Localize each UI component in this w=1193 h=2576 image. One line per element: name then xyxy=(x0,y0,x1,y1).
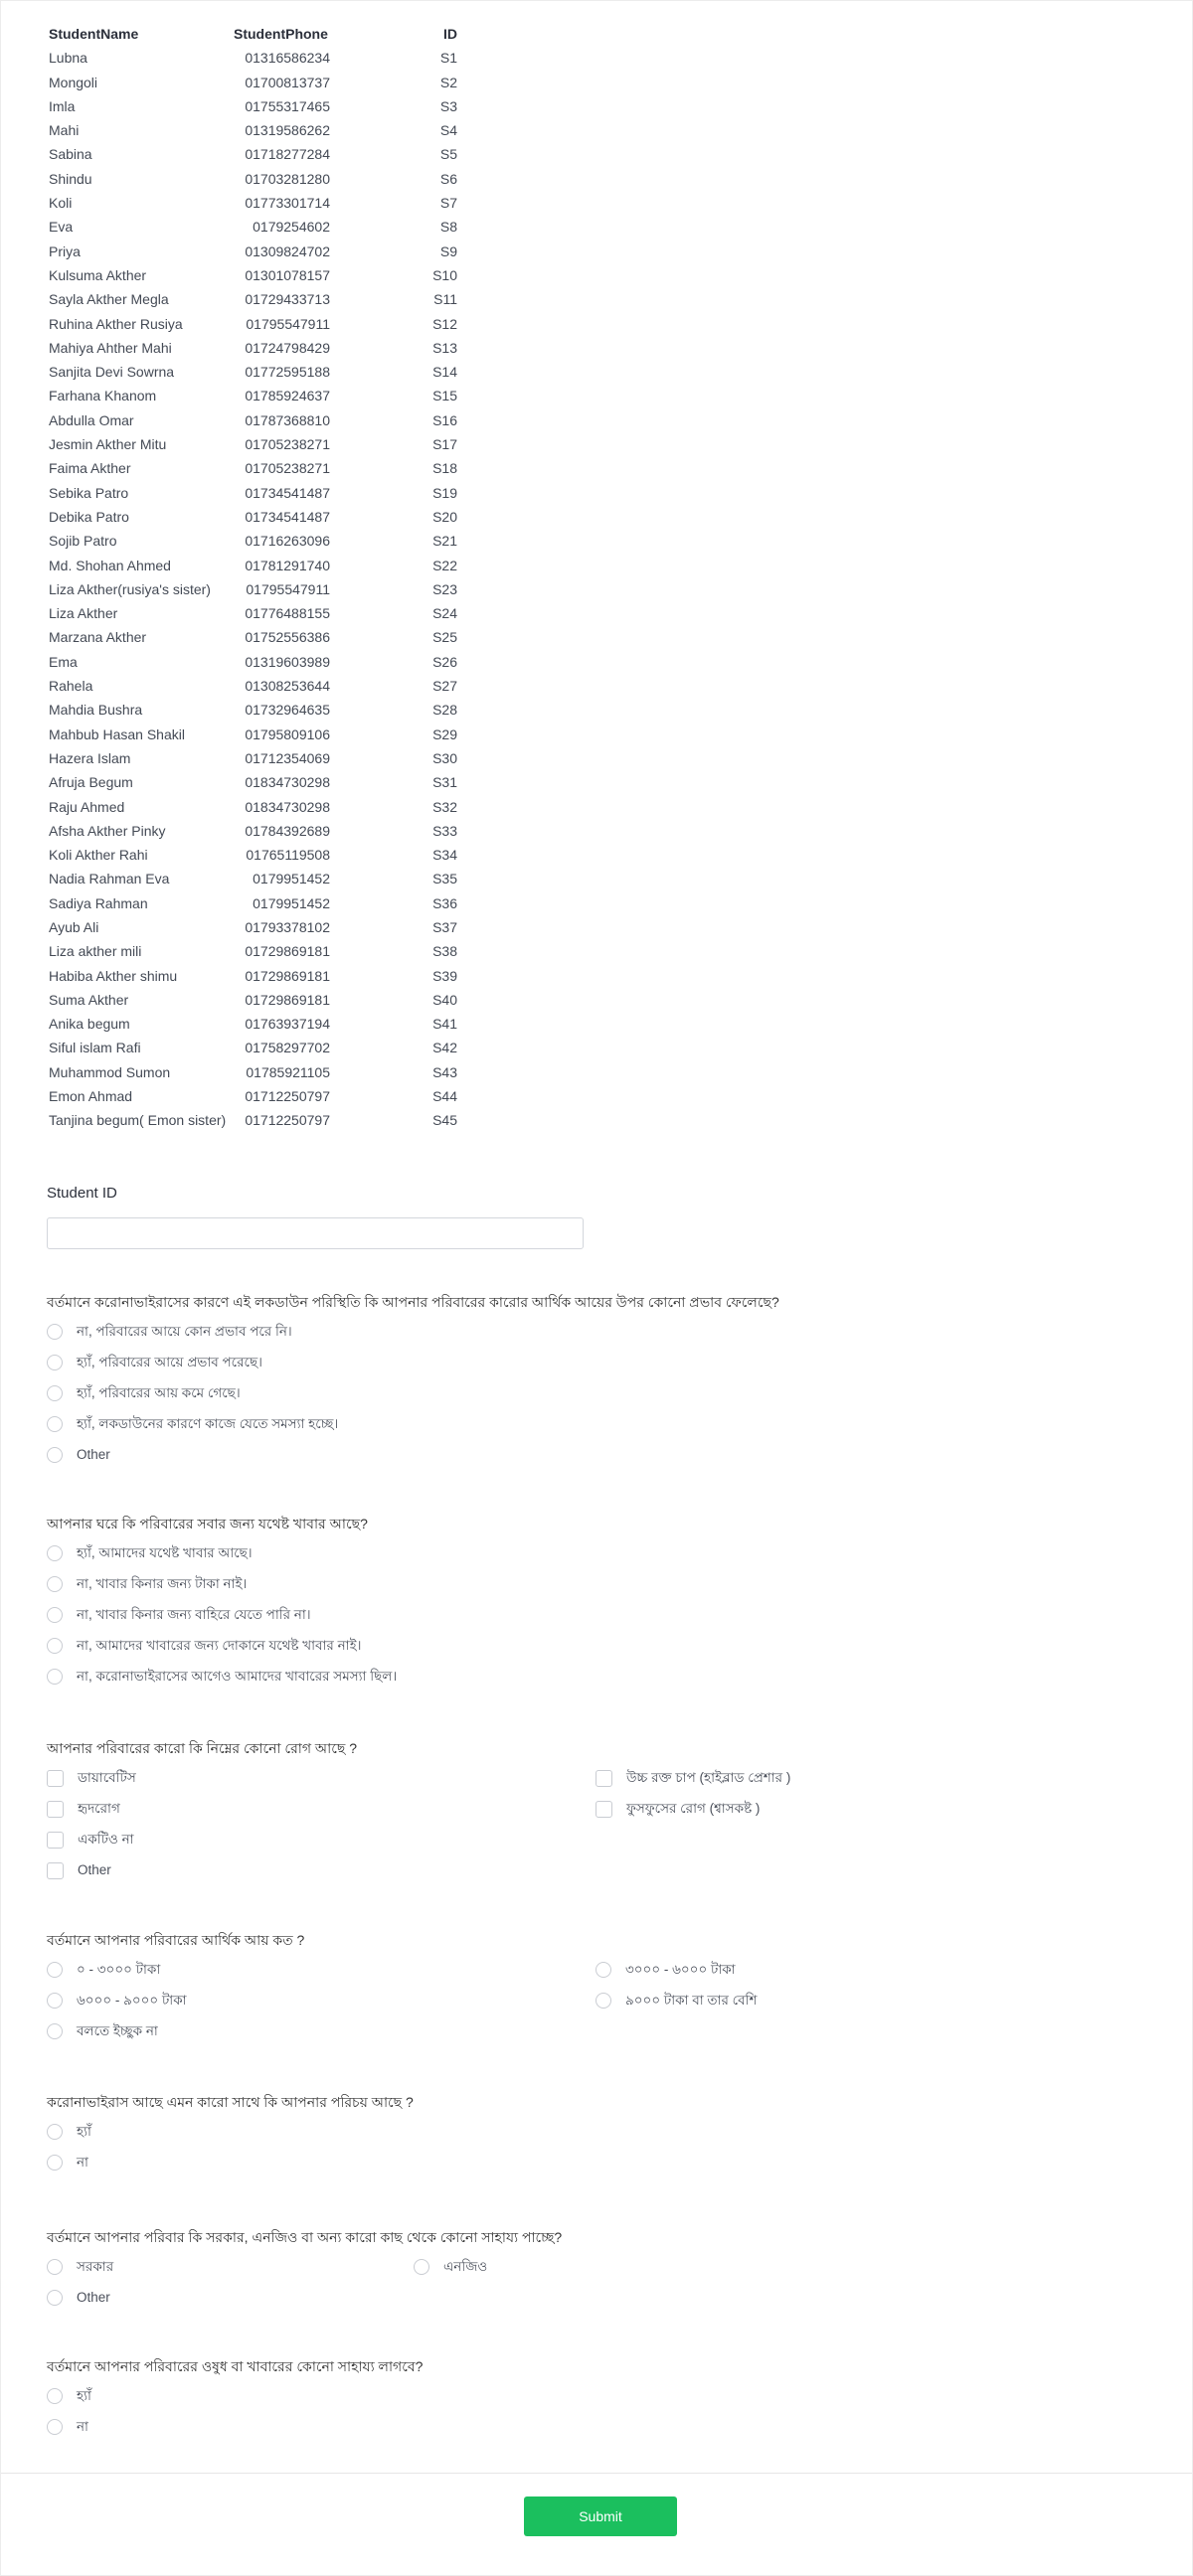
radio-button[interactable] xyxy=(47,2155,63,2171)
student-name: Jesmin Akther Mitu xyxy=(49,436,167,453)
student-id: S28 xyxy=(432,702,457,719)
student-phone: 01308253644 xyxy=(245,678,330,695)
student-phone: 01772595188 xyxy=(245,364,330,381)
radio-option[interactable] xyxy=(47,2023,187,2054)
student-phone: 01716263096 xyxy=(245,533,330,550)
question-title: বর্তমানে আপনার পরিবারের ওষুধ বা খাবারের কোনো সাহায্য লাগবে? xyxy=(47,2358,424,2374)
option-label: হ্যাঁ, পরিবারের আয় কমে গেছে। xyxy=(77,1385,241,1400)
student-name: Priya xyxy=(49,242,81,259)
option-label: না, করোনাভাইরাসের আগেও আমাদের খাবারের সমস্যা ছিল। xyxy=(77,1669,398,1684)
student-name: Habiba Akther shimu xyxy=(49,967,178,984)
student-id: S10 xyxy=(432,266,457,283)
checkbox-option[interactable] xyxy=(47,1801,136,1832)
student-phone: 01773301714 xyxy=(245,195,330,212)
option-label: ৩০০০ - ৬০০০ টাকা xyxy=(625,1962,736,1977)
student-name: Sebika Patro xyxy=(49,484,129,501)
student-id: S44 xyxy=(432,1088,457,1105)
radio-button[interactable] xyxy=(47,2124,63,2140)
option-column xyxy=(47,1545,397,1699)
radio-button[interactable] xyxy=(47,1545,63,1561)
option-label: না, খাবার কিনার জন্য বাহিরে যেতে পারি না। xyxy=(77,1607,311,1622)
option-label: ৯০০০ টাকা বা তার বেশি xyxy=(625,1993,758,2008)
student-name: Ruhina Akther Rusiya xyxy=(49,315,183,332)
student-name: Mahbub Hasan Shakil xyxy=(49,725,185,742)
student-id: S41 xyxy=(432,1016,457,1033)
question-7 xyxy=(47,2356,1140,2434)
radio-button[interactable] xyxy=(596,1993,611,2009)
student-name: Sanjita Devi Sowrna xyxy=(49,364,175,381)
question-3 xyxy=(47,1738,1140,1877)
question-title: আপনার ঘরে কি পরিবারের সবার জন্য যথেষ্ট খাবার আছে? xyxy=(47,1516,368,1531)
student-name: Hazera Islam xyxy=(49,749,131,766)
radio-button[interactable] xyxy=(47,1324,63,1340)
option-label: একটিও না xyxy=(78,1832,134,1847)
student-name: Debika Patro xyxy=(49,508,129,525)
student-name: Koli xyxy=(49,195,73,212)
student-phone: 01729869181 xyxy=(245,967,330,984)
radio-button[interactable] xyxy=(47,1993,63,2009)
student-phone: 0179951452 xyxy=(253,894,330,911)
option-label: না, আমাদের খাবারের জন্য দোকানে যথেষ্ট খাবার নাই। xyxy=(77,1638,362,1653)
student-phone: 01834730298 xyxy=(245,774,330,791)
student-name: Anika begum xyxy=(49,1016,130,1033)
question-title: বর্তমানে আপনার পরিবারের আর্থিক আয় কত ? xyxy=(47,1932,305,1948)
student-name: Mahiya Ahther Mahi xyxy=(49,339,172,356)
checkbox[interactable] xyxy=(47,1770,64,1787)
student-phone: 01316586234 xyxy=(245,50,330,67)
question-title: আপনার পরিবারের কারো কি নিম্নের কোনো রোগ আছে ? xyxy=(47,1740,358,1756)
student-id: S26 xyxy=(432,653,457,670)
student-phone: 01705238271 xyxy=(245,436,330,453)
option-label: হৃদরোগ xyxy=(78,1801,120,1816)
radio-button[interactable] xyxy=(47,2023,63,2039)
student-name: Sabina xyxy=(49,146,92,163)
option-label: না, খাবার কিনার জন্য টাকা নাই। xyxy=(77,1576,248,1591)
question-6 xyxy=(47,2227,1140,2305)
student-phone: 01776488155 xyxy=(245,605,330,622)
question-5 xyxy=(47,2092,1140,2170)
student-phone: 01301078157 xyxy=(245,266,330,283)
radio-button[interactable] xyxy=(414,2259,429,2275)
student-name: Imla xyxy=(49,97,76,114)
student-name: Siful islam Rafi xyxy=(49,1040,141,1056)
student-id: S24 xyxy=(432,605,457,622)
student-phone: 01781291740 xyxy=(245,557,330,573)
radio-option[interactable] xyxy=(47,1669,397,1699)
radio-option[interactable] xyxy=(47,1993,187,2023)
question-title: করোনাভাইরাস আছে এমন কারো সাথে কি আপনার পরিচয় আছে ? xyxy=(47,2094,414,2110)
student-phone: 01755317465 xyxy=(245,97,330,114)
option-label: সরকার xyxy=(77,2259,114,2274)
checkbox[interactable] xyxy=(47,1801,64,1818)
option-column xyxy=(47,2124,91,2185)
checkbox-option[interactable] xyxy=(47,1770,136,1801)
student-name: Sojib Patro xyxy=(49,533,117,550)
student-name: Liza akther mili xyxy=(49,943,142,960)
student-id: S16 xyxy=(432,411,457,428)
student-id: S32 xyxy=(432,798,457,815)
student-name: Liza Akther(rusiya's sister) xyxy=(49,580,211,597)
student-name: Faima Akther xyxy=(49,460,131,477)
student-phone: 01784392689 xyxy=(245,822,330,839)
radio-button[interactable] xyxy=(47,2388,63,2404)
student-phone: 01765119508 xyxy=(246,847,330,864)
student-name: Muhammod Sumon xyxy=(49,1063,171,1080)
checkbox-option[interactable] xyxy=(596,1801,790,1832)
option-label: হ্যাঁ xyxy=(77,2124,91,2139)
student-phone: 0179951452 xyxy=(253,871,330,887)
radio-button[interactable] xyxy=(47,1607,63,1623)
student-id: S22 xyxy=(432,557,457,573)
option-label: উচ্চ রক্ত চাপ (হাইব্লাড প্রেশার ) xyxy=(626,1770,791,1785)
student-name: Eva xyxy=(49,219,74,236)
student-name: Farhana Khanom xyxy=(49,388,157,404)
student-phone: 01712250797 xyxy=(245,1088,330,1105)
radio-button[interactable] xyxy=(47,1385,63,1401)
student-phone: 01319603989 xyxy=(245,653,330,670)
option-label: ০ - ৩০০০ টাকা xyxy=(77,1962,161,1977)
student-id: S27 xyxy=(432,678,457,695)
student-phone: 01729433713 xyxy=(245,291,330,308)
student-name: Koli Akther Rahi xyxy=(49,847,148,864)
radio-button[interactable] xyxy=(47,2259,63,2275)
student-id: S20 xyxy=(432,508,457,525)
header-student-name: StudentName xyxy=(49,26,139,42)
student-id: S2 xyxy=(439,74,457,90)
student-phone: 01758297702 xyxy=(245,1040,330,1056)
radio-button[interactable] xyxy=(47,1962,63,1978)
radio-button[interactable] xyxy=(47,1355,63,1370)
option-label: না xyxy=(77,2155,88,2170)
student-phone: 01752556386 xyxy=(245,629,330,646)
student-id: S34 xyxy=(432,847,457,864)
student-name: Ema xyxy=(49,653,78,670)
student-id: S33 xyxy=(432,822,457,839)
student-name: Mongoli xyxy=(49,74,98,90)
checkbox-option[interactable] xyxy=(47,1862,136,1893)
radio-option[interactable] xyxy=(47,2259,113,2290)
student-name: Rahela xyxy=(49,678,93,695)
student-id: S36 xyxy=(432,894,457,911)
checkbox[interactable] xyxy=(47,1862,64,1879)
student-id: S19 xyxy=(432,484,457,501)
student-name: Sadiya Rahman xyxy=(49,894,148,911)
option-label: Other xyxy=(77,2290,110,2305)
student-id: S8 xyxy=(439,219,457,236)
student-name: Raju Ahmed xyxy=(49,798,125,815)
radio-button[interactable] xyxy=(47,1447,63,1463)
student-phone: 01705238271 xyxy=(245,460,330,477)
radio-option[interactable] xyxy=(47,1385,338,1416)
radio-option[interactable] xyxy=(47,1638,397,1669)
student-id: S23 xyxy=(432,580,457,597)
student-id: S30 xyxy=(432,749,457,766)
radio-option[interactable] xyxy=(596,1993,757,2023)
option-column xyxy=(47,1324,338,1478)
student-id: S7 xyxy=(439,195,457,212)
radio-option[interactable] xyxy=(47,1355,338,1385)
checkbox[interactable] xyxy=(47,1832,64,1849)
student-name: Afruja Begum xyxy=(49,774,133,791)
student-phone: 01785921105 xyxy=(246,1063,330,1080)
option-column xyxy=(414,2259,487,2290)
student-id: S13 xyxy=(432,339,457,356)
student-phone: 01795547911 xyxy=(246,315,330,332)
question-1 xyxy=(47,1292,1140,1462)
student-id: S39 xyxy=(432,967,457,984)
student-id: S1 xyxy=(439,50,457,67)
student-name: Marzana Akther xyxy=(49,629,147,646)
option-column xyxy=(47,1770,136,1893)
student-phone: 01793378102 xyxy=(245,918,330,935)
student-phone: 01703281280 xyxy=(245,170,330,187)
student-id: S29 xyxy=(432,725,457,742)
student-phone: 01734541487 xyxy=(245,484,330,501)
radio-option[interactable] xyxy=(47,2419,91,2450)
student-id: S12 xyxy=(432,315,457,332)
student-phone: 01787368810 xyxy=(245,411,330,428)
student-phone: 01319586262 xyxy=(245,122,330,139)
radio-option[interactable] xyxy=(47,2124,91,2155)
student-id: S17 xyxy=(432,436,457,453)
radio-option[interactable] xyxy=(596,1962,757,1993)
option-column xyxy=(47,2259,113,2321)
student-phone: 01795547911 xyxy=(246,580,330,597)
radio-button[interactable] xyxy=(47,1576,63,1592)
student-phone: 01712354069 xyxy=(245,749,330,766)
student-id: S15 xyxy=(432,388,457,404)
option-label: বলতে ইচ্ছুক না xyxy=(77,2023,158,2038)
student-name: Sayla Akther Megla xyxy=(49,291,169,308)
option-column xyxy=(596,1962,757,2023)
student-id: S31 xyxy=(432,774,457,791)
student-phone: 01763937194 xyxy=(245,1016,330,1033)
student-phone: 01732964635 xyxy=(245,702,330,719)
student-id: S14 xyxy=(432,364,457,381)
student-id: S3 xyxy=(439,97,457,114)
checkbox[interactable] xyxy=(596,1801,612,1818)
student-phone: 01795809106 xyxy=(245,725,330,742)
radio-option[interactable] xyxy=(47,1576,397,1607)
student-id: S40 xyxy=(432,991,457,1008)
student-id: S5 xyxy=(439,146,457,163)
student-id: S9 xyxy=(439,242,457,259)
question-4 xyxy=(47,1930,1140,2038)
student-phone: 0179254602 xyxy=(253,219,330,236)
student-phone: 01700813737 xyxy=(245,74,330,90)
student-id: S4 xyxy=(439,122,457,139)
footer-divider xyxy=(1,2473,1192,2474)
checkbox[interactable] xyxy=(596,1770,612,1787)
student-id: S6 xyxy=(439,170,457,187)
header-id: ID xyxy=(443,26,457,42)
option-label: হ্যাঁ, আমাদের যথেষ্ট খাবার আছে। xyxy=(77,1545,253,1560)
radio-option[interactable] xyxy=(47,2388,91,2419)
radio-option[interactable] xyxy=(47,2290,113,2321)
question-title: বর্তমানে করোনাভাইরাসের কারণে এই লকডাউন পরিস্থিতি কি আপনার পরিবারের কারোর আর্থিক আয়ের উপর কোনো প্রভাব ফেলেছে? xyxy=(47,1294,779,1310)
student-phone: 01724798429 xyxy=(245,339,330,356)
option-label: হ্যাঁ, লকডাউনের কারণে কাজে যেতে সমস্যা হচ্ছে। xyxy=(77,1416,339,1431)
student-id: S35 xyxy=(432,871,457,887)
option-column xyxy=(47,2388,91,2450)
student-phone: 01712250797 xyxy=(245,1112,330,1129)
radio-option[interactable] xyxy=(47,1962,187,1993)
student-phone: 01729869181 xyxy=(245,943,330,960)
radio-button[interactable] xyxy=(47,1416,63,1432)
student-id: S11 xyxy=(433,291,457,308)
option-label: ডায়াবেটিস xyxy=(78,1770,136,1785)
radio-option[interactable] xyxy=(47,1416,338,1447)
checkbox-option[interactable] xyxy=(596,1770,790,1801)
student-name: Mahdia Bushra xyxy=(49,702,143,719)
student-id: S25 xyxy=(432,629,457,646)
student-id: S37 xyxy=(432,918,457,935)
radio-button[interactable] xyxy=(596,1962,611,1978)
radio-button[interactable] xyxy=(47,2290,63,2306)
student-name: Nadia Rahman Eva xyxy=(49,871,170,887)
option-label: এনজিও xyxy=(443,2259,488,2274)
student-id-label: Student ID xyxy=(47,1185,117,1202)
option-label: ফুসফুসের রোগ (শ্বাসকষ্ট ) xyxy=(626,1801,761,1816)
student-id: S21 xyxy=(432,533,457,550)
student-name: Kulsuma Akther xyxy=(49,266,147,283)
student-phone: 01309824702 xyxy=(245,242,330,259)
student-id: S43 xyxy=(432,1063,457,1080)
student-phone: 01834730298 xyxy=(245,798,330,815)
student-phone: 01734541487 xyxy=(245,508,330,525)
question-2 xyxy=(47,1514,1140,1684)
option-label: Other xyxy=(77,1447,110,1462)
radio-button[interactable] xyxy=(47,2419,63,2435)
student-id: S45 xyxy=(432,1112,457,1129)
option-label: হ্যাঁ xyxy=(77,2388,91,2403)
student-name: Lubna xyxy=(49,50,87,67)
student-name: Suma Akther xyxy=(49,991,129,1008)
radio-button[interactable] xyxy=(47,1669,63,1685)
submit-button[interactable]: Submit xyxy=(524,2496,677,2536)
option-label: না xyxy=(77,2419,88,2434)
student-name: Shindu xyxy=(49,170,92,187)
radio-option[interactable] xyxy=(47,2155,91,2185)
student-phone: 01729869181 xyxy=(245,991,330,1008)
option-column xyxy=(596,1770,790,1832)
student-name: Tanjina begum( Emon sister) xyxy=(49,1112,227,1129)
radio-option[interactable] xyxy=(47,1324,338,1355)
student-name: Abdulla Omar xyxy=(49,411,134,428)
student-name: Emon Ahmad xyxy=(49,1088,133,1105)
question-title: বর্তমানে আপনার পরিবার কি সরকার, এনজিও বা অন্য কারো কাছ থেকে কোনো সাহায্য পাচ্ছে? xyxy=(47,2229,563,2245)
option-label: হ্যাঁ, পরিবারের আয়ে প্রভাব পরেছে। xyxy=(77,1355,262,1369)
radio-option[interactable] xyxy=(47,1607,397,1638)
student-id: S42 xyxy=(432,1040,457,1056)
option-label: ৬০০০ - ৯০০০ টাকা xyxy=(77,1993,187,2008)
student-name: Mahi xyxy=(49,122,80,139)
student-phone: 01718277284 xyxy=(245,146,330,163)
student-id: S18 xyxy=(432,460,457,477)
header-student-phone: StudentPhone xyxy=(234,26,328,42)
student-name: Md. Shohan Ahmed xyxy=(49,557,171,573)
student-id-input[interactable] xyxy=(47,1217,584,1249)
student-name: Afsha Akther Pinky xyxy=(49,822,166,839)
option-label: Other xyxy=(78,1862,111,1877)
radio-option[interactable] xyxy=(414,2259,487,2290)
option-column xyxy=(47,1962,187,2054)
radio-option[interactable] xyxy=(47,1545,397,1576)
student-name: Liza Akther xyxy=(49,605,118,622)
option-label: না, পরিবারের আয়ে কোন প্রভাব পরে নি। xyxy=(77,1324,292,1339)
radio-option[interactable] xyxy=(47,1447,338,1478)
student-name: Ayub Ali xyxy=(49,918,99,935)
student-id: S38 xyxy=(432,943,457,960)
checkbox-option[interactable] xyxy=(47,1832,136,1862)
radio-button[interactable] xyxy=(47,1638,63,1654)
student-phone: 01785924637 xyxy=(245,388,330,404)
